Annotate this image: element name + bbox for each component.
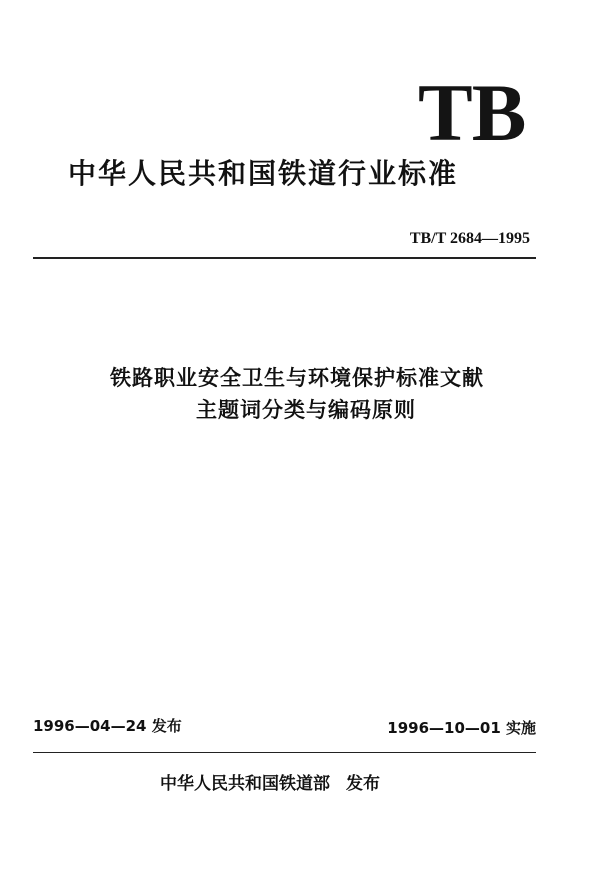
document-title <box>0 362 600 426</box>
footer-divider <box>33 752 536 753</box>
issuer-name: 中华人民共和国铁道部 <box>160 774 330 794</box>
issue-date: 1996—04—24 发布 <box>33 717 182 735</box>
header-divider <box>33 257 536 259</box>
tb-logo: TB <box>418 67 526 158</box>
title-line-1: 铁路职业安全卫生与环境保护标准文献 <box>110 366 484 390</box>
standard-type-heading: 中华人民共和国铁道行业标准 <box>68 157 459 190</box>
standard-number: TB/T 2684—1995 <box>409 230 530 247</box>
effective-date: 1996—10—01 实施 <box>387 719 536 737</box>
issuer-line <box>160 776 380 793</box>
issuer-verb: 发布 <box>346 774 380 794</box>
title-line-2: 主题词分类与编码原则 <box>196 398 416 422</box>
